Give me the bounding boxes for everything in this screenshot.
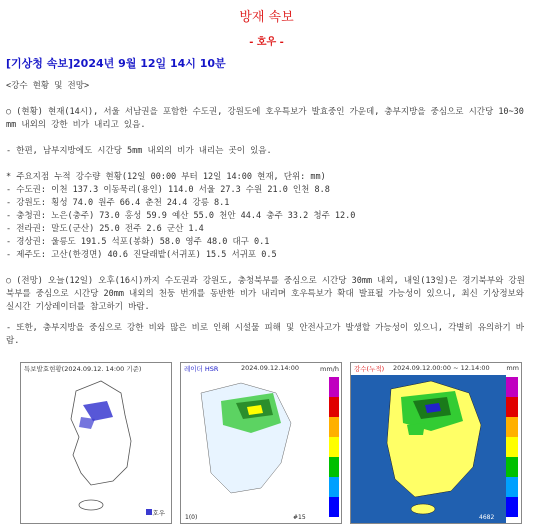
- body-line: - 충청권: 노은(충주) 73.0 홍성 59.9 예산 55.0 천안 44.4 충주 33.2 청주 12.0: [6, 211, 356, 221]
- body-line: - 제주도: 고산(한경면) 40.6 진달래밭(서귀포) 15.5 서귀포 0.5: [6, 250, 277, 260]
- radar-map: [180, 362, 342, 524]
- body-line: ○ (전망) 오늘(12일) 오후(16시)까지 수도권과 강원도, 충청북부를 중심으로 시간당 30mm 내외, 내일(13일)은 경기북부와 강원북부를 중심으로 시간당 20mm 내외의 천둥 번개를 동반한 비가 내리며 호우특보가 확대 발표될 가능성이 있으니, 최신 기상정보와 실시간 기상레이더를 참고하기 바람.: [6, 276, 530, 312]
- body-line: - 경상권: 울릉도 191.5 석포(봉화) 58.0 영주 48.0 대구 0.1: [6, 237, 270, 247]
- body-line: ○ (현황) 현재(14시), 서울 서남권을 포함한 수도권, 강원도에 호우특보가 발효중인 가운데, 충부지방을 중심으로 시간당 10~30mm 내외의 강한 비가 내리고 있음.: [6, 107, 524, 130]
- page-subtitle: - 호우 -: [249, 37, 284, 48]
- warning-map: [20, 362, 172, 524]
- rainfall-map-time: 2024.09.12.00:00 ~ 12.14:00: [393, 364, 490, 372]
- body-line: * 주요지점 누적 강수량 현황(12일 00:00 부터 12일 14:00 현재, 단위: mm): [6, 172, 326, 182]
- rainfall-footer: 4682: [479, 514, 495, 521]
- map-panels: [20, 362, 520, 522]
- radar-map-graphic: [181, 363, 341, 523]
- body-line: - 한편, 남부지방에도 시간당 5mm 내외의 비가 내리는 곳이 있음.: [6, 146, 272, 156]
- body-line: - 강원도: 횡성 74.0 원주 66.4 춘천 24.4 강릉 8.1: [6, 198, 230, 208]
- body-line: - 수도권: 이천 137.3 이동묵리(용인) 114.0 서울 27.3 수원 21.0 인천 8.8: [6, 185, 330, 195]
- page-title: 방재 속보: [239, 10, 294, 25]
- warning-legend-label: 호우: [152, 509, 165, 517]
- rainfall-map-unit: mm: [506, 364, 519, 372]
- radar-footer-left: 1(0): [185, 514, 198, 521]
- radar-map-time: 2024.09.12.14:00: [241, 364, 300, 372]
- rainfall-map-title: 강수(누적): [354, 365, 385, 373]
- warning-map-title: 특보발효현황(2024.09.12. 14:00 기준): [24, 365, 142, 373]
- bulletin-headline: [기상청 속보]2024년 9월 12일 14시 10분: [6, 57, 226, 70]
- radar-footer-right: #15: [293, 514, 306, 521]
- radar-map-unit: mm/h: [320, 365, 339, 373]
- body-line: - 또한, 충부지방을 중심으로 강한 비와 많은 비로 인해 시설물 피해 및 안전사고가 발생할 가능성이 있으니, 각별히 유의하기 바람.: [6, 323, 525, 346]
- radar-map-title: 레이더 HSR: [184, 365, 219, 373]
- body-line: <강수 현황 및 전망>: [6, 81, 90, 91]
- rainfall-map-graphic: [351, 363, 521, 523]
- body-line: - 전라권: 말도(군산) 25.0 전주 2.6 군산 1.4: [6, 224, 204, 234]
- warning-map-graphic: [21, 363, 171, 523]
- rainfall-map: [350, 362, 522, 524]
